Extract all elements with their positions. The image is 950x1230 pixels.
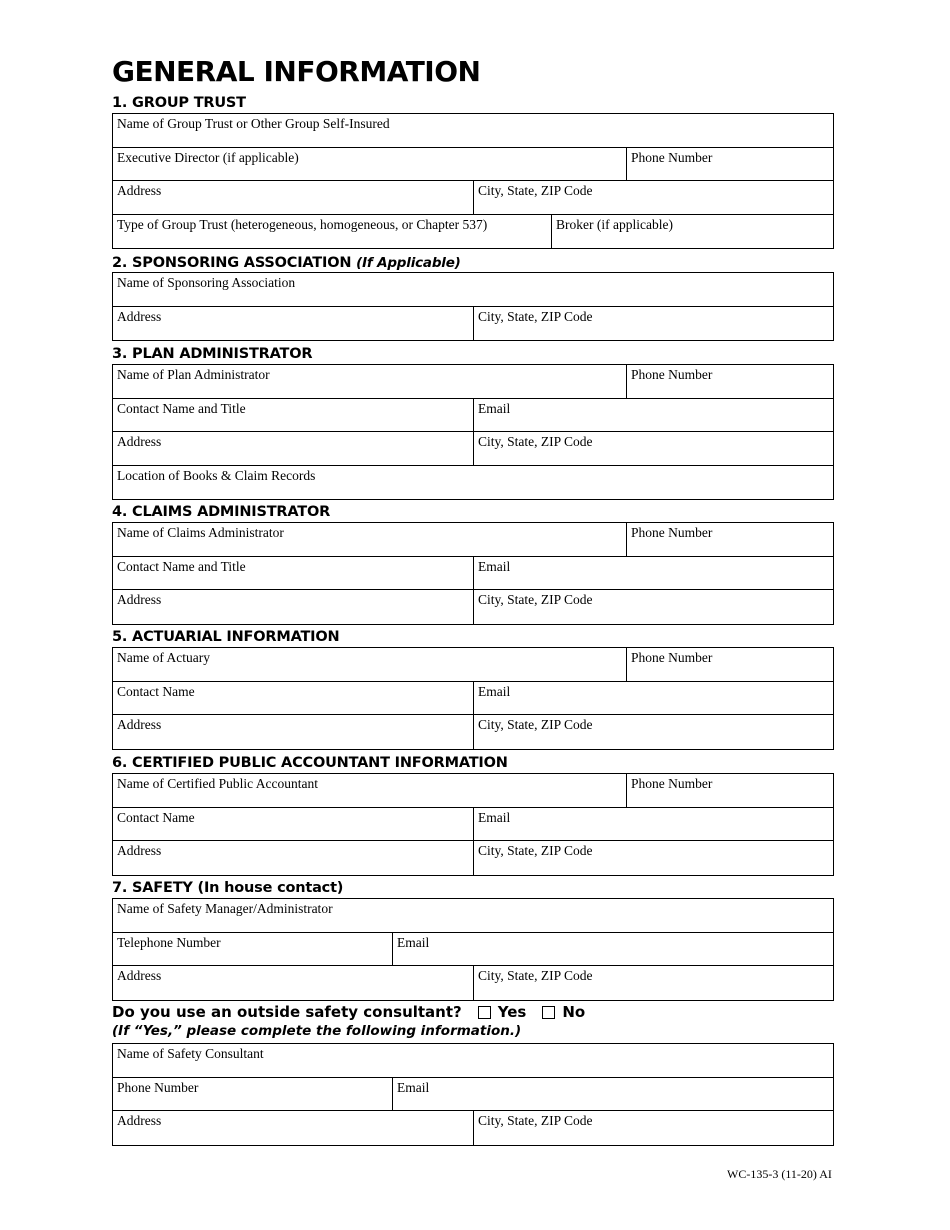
cpa-city-field[interactable]: City, State, ZIP Code: [473, 841, 833, 875]
sponsoring-address-field[interactable]: Address: [117, 308, 162, 324]
actuarial-form: [112, 647, 834, 750]
group-trust-type-field[interactable]: Type of Group Trust (heterogeneous, homogeneous, or Chapter 537): [117, 216, 488, 232]
actuary-phone-field[interactable]: Phone Number: [626, 648, 833, 681]
form-row: [113, 432, 833, 466]
sponsoring-city-field[interactable]: City, State, ZIP Code: [473, 307, 833, 341]
form-row: [113, 307, 833, 341]
broker-field[interactable]: Broker (if applicable): [551, 215, 833, 249]
form-row: [113, 466, 833, 500]
cpa-name-field[interactable]: Name of Certified Public Accountant: [117, 776, 318, 791]
claims-administrator-form: [112, 522, 834, 625]
safety-consultant-name-field[interactable]: Name of Safety Consultant: [117, 1046, 264, 1061]
section-heading-sponsoring-association: [112, 254, 461, 272]
yes-checkbox[interactable]: [478, 1006, 491, 1019]
section-heading-note: (If Applicable): [356, 255, 461, 271]
form-row: [113, 966, 833, 1000]
sponsoring-association-form: [112, 272, 834, 341]
section-heading-actuarial-information: 5. ACTUARIAL INFORMATION: [112, 629, 340, 645]
safety-consultant-email-field[interactable]: Email: [392, 1078, 833, 1111]
plan-administrator-name-field[interactable]: Name of Plan Administrator: [117, 367, 270, 382]
section-heading-group-trust: 1. GROUP TRUST: [112, 95, 246, 111]
form-row: [113, 648, 833, 682]
cpa-phone-field[interactable]: Phone Number: [626, 774, 833, 807]
form-row: [113, 774, 833, 808]
cpa-email-field[interactable]: Email: [473, 808, 833, 841]
form-number: WC-135-3 (11-20) AI: [727, 1167, 832, 1181]
form-row: [113, 682, 833, 716]
plan-administrator-contact-field[interactable]: Contact Name and Title: [117, 400, 246, 416]
form-row: [113, 148, 833, 182]
claims-administrator-email-field[interactable]: Email: [473, 557, 833, 590]
form-row: [113, 523, 833, 557]
group-trust-city-field[interactable]: City, State, ZIP Code: [473, 181, 833, 214]
group-trust-form: [112, 113, 834, 249]
safety-consultant-phone-field[interactable]: Phone Number: [117, 1079, 199, 1095]
cpa-form: [112, 773, 834, 876]
form-row: [113, 933, 833, 967]
form-row: [113, 808, 833, 842]
cpa-address-field[interactable]: Address: [117, 843, 162, 858]
plan-administrator-form: [112, 364, 834, 500]
form-row: [113, 899, 833, 933]
safety-consultant-form: [112, 1043, 834, 1146]
safety-address-field[interactable]: Address: [117, 968, 162, 983]
section-heading-claims-administrator: 4. CLAIMS ADMINISTRATOR: [112, 504, 331, 520]
claims-administrator-city-field[interactable]: City, State, ZIP Code: [473, 590, 833, 624]
group-trust-phone-field[interactable]: Phone Number: [626, 148, 833, 181]
form-row: [113, 1044, 833, 1078]
claims-administrator-phone-field[interactable]: Phone Number: [626, 523, 833, 556]
no-checkbox[interactable]: [542, 1006, 555, 1019]
form-row: [113, 715, 833, 749]
actuary-city-field[interactable]: City, State, ZIP Code: [473, 715, 833, 749]
section-heading-safety: 7. SAFETY (In house contact): [112, 880, 344, 896]
form-row: [113, 399, 833, 433]
claims-administrator-name-field[interactable]: Name of Claims Administrator: [117, 525, 284, 540]
safety-consultant-address-field[interactable]: Address: [117, 1113, 162, 1128]
question-text: Do you use an outside safety consultant?: [112, 1003, 462, 1021]
safety-telephone-field[interactable]: Telephone Number: [117, 934, 221, 950]
form-row: [113, 1111, 833, 1145]
books-location-field[interactable]: Location of Books & Claim Records: [117, 467, 316, 483]
section-heading-text: 2. SPONSORING ASSOCIATION: [112, 255, 352, 271]
claims-administrator-address-field[interactable]: Address: [117, 592, 162, 607]
safety-consultant-city-field[interactable]: City, State, ZIP Code: [473, 1111, 833, 1145]
group-trust-address-field[interactable]: Address: [117, 183, 162, 198]
actuary-name-field[interactable]: Name of Actuary: [117, 650, 210, 665]
sponsoring-association-name-field[interactable]: Name of Sponsoring Association: [117, 275, 296, 290]
form-row: [113, 273, 833, 307]
actuary-address-field[interactable]: Address: [117, 717, 162, 732]
actuary-email-field[interactable]: Email: [473, 682, 833, 715]
claims-administrator-contact-field[interactable]: Contact Name and Title: [117, 558, 246, 574]
form-row: [113, 590, 833, 624]
group-trust-name-field[interactable]: Name of Group Trust or Other Group Self-Insured: [117, 116, 390, 131]
safety-city-field[interactable]: City, State, ZIP Code: [473, 966, 833, 1000]
consultant-instruction: (If “Yes,” please complete the following information.): [112, 1023, 522, 1039]
form-row: [113, 365, 833, 399]
safety-email-field[interactable]: Email: [392, 933, 833, 966]
form-row: [113, 181, 833, 215]
section-heading-cpa-information: 6. CERTIFIED PUBLIC ACCOUNTANT INFORMATION: [112, 755, 508, 771]
safety-manager-name-field[interactable]: Name of Safety Manager/Administrator: [117, 901, 333, 916]
yes-label: Yes: [497, 1003, 527, 1021]
safety-form: [112, 898, 834, 1001]
form-row: [113, 215, 833, 249]
plan-administrator-address-field[interactable]: Address: [117, 434, 162, 449]
section-heading-plan-administrator: 3. PLAN ADMINISTRATOR: [112, 346, 313, 362]
safety-consultant-question: [112, 1001, 585, 1023]
plan-administrator-phone-field[interactable]: Phone Number: [626, 365, 833, 398]
page-title: GENERAL INFORMATION: [112, 55, 481, 88]
plan-administrator-city-field[interactable]: City, State, ZIP Code: [473, 432, 833, 465]
form-row: [113, 841, 833, 875]
form-row: [113, 1078, 833, 1112]
plan-administrator-email-field[interactable]: Email: [473, 399, 833, 432]
form-row: [113, 557, 833, 591]
actuary-contact-field[interactable]: Contact Name: [117, 683, 195, 699]
executive-director-field[interactable]: Executive Director (if applicable): [117, 149, 299, 165]
form-row: [113, 114, 833, 148]
no-label: No: [562, 1003, 586, 1021]
cpa-contact-field[interactable]: Contact Name: [117, 809, 195, 825]
